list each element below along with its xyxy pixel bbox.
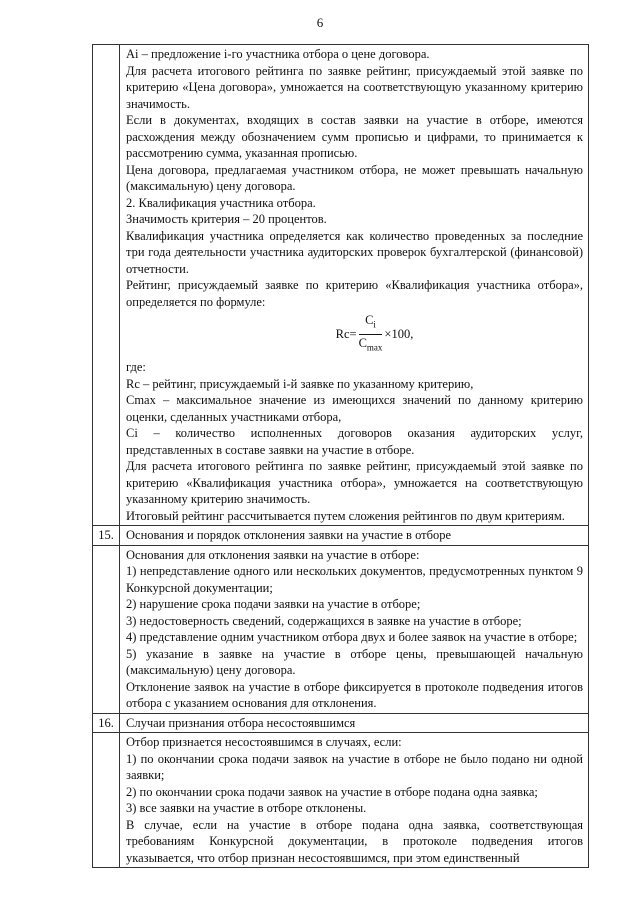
paragraph: В случае, если на участие в отборе подана одна заявка, соответствующая требованиям Конкурсной документации, в протоколе подведения итогов указывается, что отбор признан несостоявшимся, при этом единственный [126, 817, 583, 865]
paragraph: Рейтинг, присуждаемый заявке по критерию «Квалификация участника отбора», определяется по формуле: [126, 278, 583, 309]
formula-numerator-sub: i [373, 319, 376, 330]
criteria-text-cell [120, 45, 589, 526]
paragraph: 2) по окончании срока подачи заявок на участие в отборе подана одна заявка; [126, 784, 538, 799]
table-row-15-body [93, 545, 589, 713]
paragraph: Ai – предложение i-го участника отбора о цене договора. [126, 47, 430, 61]
paragraph: Ci – количество исполненных договоров оказания аудиторских услуг, представленных в составе заявки на участие в отборе. [126, 426, 583, 457]
formula-denominator: C [358, 335, 367, 350]
formula-fraction [359, 312, 383, 356]
formula-lhs: Rc= [335, 326, 357, 341]
document-table [92, 44, 589, 868]
paragraph: 2. Квалификация участника отбора. [126, 195, 316, 210]
rating-formula [126, 310, 583, 359]
paragraph: Значимость критерия – 20 процентов. [126, 212, 327, 226]
row-number: 16. [93, 713, 120, 733]
paragraph: Итоговый рейтинг рассчитывается путем сложения рейтингов по двум критериям. [126, 508, 565, 523]
paragraph: Для расчета итогового рейтинга по заявке рейтинг, присуждаемый этой заявке по критерию «Квалификация участника отбора», умножается на соответствующую указанному критерию значимость. [126, 459, 583, 506]
paragraph: Для расчета итогового рейтинга по заявке рейтинг, присуждаемый этой заявке по критерию «Цена договора», умножается на соответствующую указанному критерию значимость. [126, 63, 583, 111]
row-number-cell [93, 733, 120, 868]
paragraph: Квалификация участника определяется как количество проведенных за последние три года деятельности участника аудиторских проверок бухгалтерской (финансовой) отчетности. [126, 228, 583, 276]
paragraph: 1) по окончании срока подачи заявок на участие в отборе не было подано ни одной заявки; [126, 751, 583, 782]
table-row-16-body [93, 733, 589, 868]
table-row-15-header [93, 526, 589, 546]
table-row-continued [93, 45, 589, 526]
paragraph: Цена договора, предлагаемая участником отбора, не может превышать начальную (максимальную) цену договора. [126, 162, 583, 193]
paragraph: 4) представление одним участником отбора двух и более заявок на участие в отборе; [126, 630, 578, 644]
paragraph: 3) все заявки на участие в отборе отклонены. [126, 801, 367, 815]
row-number-cell [93, 545, 120, 713]
paragraph: где: [126, 360, 146, 374]
paragraph: Отклонение заявок на участие в отборе фиксируется в протоколе подведения итогов отбора с указанием основания для отклонения. [126, 679, 583, 710]
table-row-16-header [93, 713, 589, 733]
formula-numerator: C [365, 313, 374, 327]
section-body [120, 733, 589, 868]
formula-multiplier: ×100, [384, 326, 414, 341]
page-number: 6 [316, 15, 324, 30]
paragraph: 3) недостоверность сведений, содержащихся в заявке на участие в отборе; [126, 613, 522, 628]
paragraph: 2) нарушение срока подачи заявки на участие в отборе; [126, 597, 421, 611]
paragraph: 5) указание в заявке на участие в отборе цены, превышающей начальную (максимальную) цену договора. [126, 646, 583, 677]
paragraph: Rc – рейтинг, присуждаемый i-й заявке по указанному критерию, [126, 376, 474, 391]
section-body [120, 545, 589, 713]
formula-denominator-sub: max [366, 342, 383, 352]
paragraph: 1) непредставление одного или нескольких документов, предусмотренных пунктом 9 Конкурсной документации; [126, 564, 583, 595]
section-title: Основания и порядок отклонения заявки на участие в отборе [120, 526, 589, 546]
paragraph: Если в документах, входящих в состав заявки на участие в отборе, имеются расхождения между обозначением сумм прописью и цифрами, то принимается к рассмотрению сумма, указанная прописью. [126, 113, 583, 160]
paragraph: Cmax – максимальное значение из имеющихся значений по данному критерию оценки, сделанных участниками отбора, [126, 393, 583, 424]
row-number-cell [93, 45, 120, 526]
paragraph: Основания для отклонения заявки на участие в отборе: [126, 547, 420, 562]
section-title: Случаи признания отбора несостоявшимся [120, 713, 589, 733]
row-number: 15. [93, 526, 120, 546]
paragraph: Отбор признается несостоявшимся в случаях, если: [126, 735, 402, 749]
